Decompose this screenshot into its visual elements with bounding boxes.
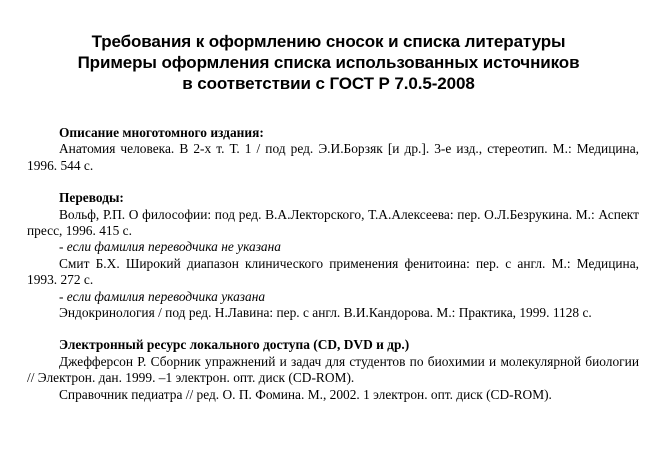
- reference-entry: Справочник педиатра // ред. О. П. Фомина. М., 2002. 1 электрон. опт. диск (CD-ROM).: [59, 386, 552, 402]
- reference-entry: Эндокринология / под ред. Н.Лавина: пер. с англ. В.И.Кандорова. М.: Практика, 1999. 1128 с.: [59, 305, 592, 321]
- reference-note: - если фамилия переводчика указана: [59, 288, 266, 304]
- reference-note: - если фамилия переводчика не указана: [59, 239, 281, 255]
- section-heading: Описание многотомного издания:: [59, 125, 264, 140]
- title-line-2: Примеры оформления списка использованных источников: [77, 53, 580, 72]
- reference-entry: Джефферсон Р. Сборник упражнений и задач для студентов по биохимии и молекулярной биологии // Электрон. дан. 1999. –1 электрон. опт. диск (CD-ROM).: [27, 353, 639, 386]
- title-line-1: Требования к оформлению сносок и списка литературы: [91, 32, 566, 51]
- section-heading: Переводы:: [59, 190, 124, 206]
- reference-entry: Анатомия человека. В 2-х т. Т. 1 / под ред. Э.И.Борзяк [и др.]. 3-е изд., стереотип. М.: Медицина, 1996. 544 с.: [27, 141, 639, 173]
- reference-entry: Вольф, Р.П. О философии: под ред. В.А.Лекторского, Т.А.Алексеева: пер. О.Л.Безрукина. М.: Аспект пресс, 1996. 415 с.: [27, 206, 639, 239]
- document-title: [0, 31, 657, 94]
- section-heading: Электронный ресурс локального доступа (CD, DVD и др.): [59, 337, 410, 353]
- section-translations: [27, 190, 639, 321]
- document-body: [27, 125, 639, 403]
- section-multivolume: [27, 125, 639, 174]
- title-line-3: в соответствии с ГОСТ Р 7.0.5-2008: [182, 74, 475, 93]
- section-electronic: [27, 337, 639, 403]
- reference-entry: Смит Б.Х. Широкий диапазон клинического применения фенитоина: пер. с англ. М.: Медицина, 1993. 272 с.: [27, 255, 639, 288]
